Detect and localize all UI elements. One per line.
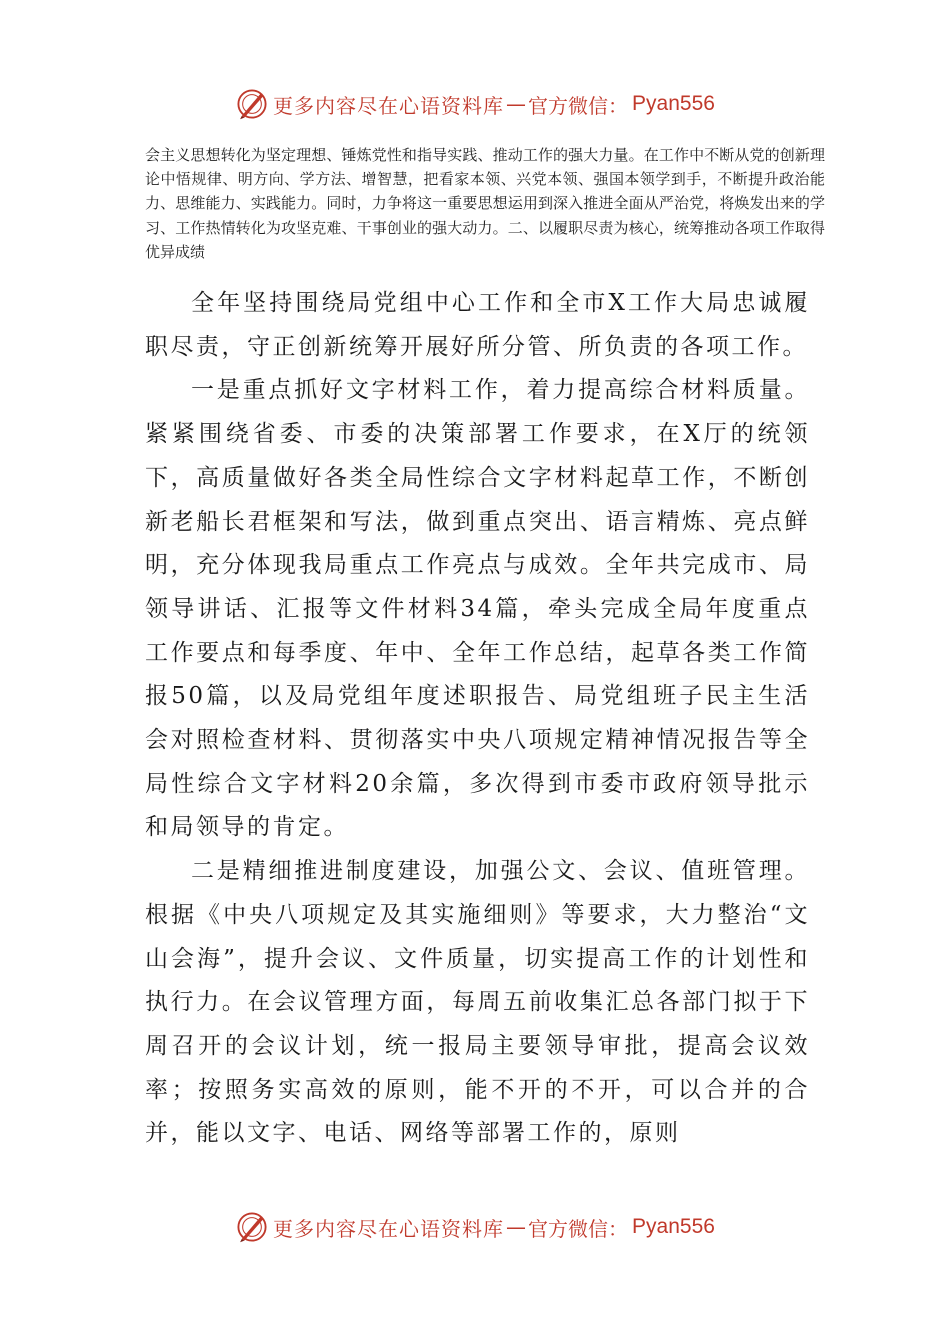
banner-separator: — — [506, 92, 527, 116]
paragraph-3: 二是精细推进制度建设，加强公文、会议、值班管理。根据《中央八项规定及其实施细则》等要求，大力整治“文山会海”，提升会议、文件质量，切实提高工作的计划性和执行力。在会议管理方面，每周五前收集汇总各部门拟于下周召开的会议计划，统一报局主要领导审批，提高会议效率；按照务实高效的原则，能不开的不开，可以合并的合并，能以文字、电话、网络等部署工作的，原则 — [145, 858, 810, 1147]
banner-wechat-id: Pyan556 — [632, 92, 715, 115]
banner-wechat-label: 官方微信： — [528, 93, 629, 118]
header-banner — [0, 84, 950, 124]
banner-wechat-label: 官方微信： — [528, 1216, 629, 1241]
pen-circle-logo-icon — [235, 87, 269, 121]
banner-title: 更多内容尽在心语资料库 — [273, 93, 505, 118]
footer-banner — [0, 1207, 950, 1247]
banner-title: 更多内容尽在心语资料库 — [273, 1216, 505, 1241]
pen-circle-logo-icon — [235, 1210, 269, 1244]
continued-text: 会主义思想转化为坚定理想、锤炼党性和指导实践、推动工作的强大力量。在工作中不断从党的创新理论中悟规律、明方向、学方法、增智慧，把看家本领、兴党本领、强国本领学到手，不断提升政治能力、思维能力、实践能力。同时，力争将这一重要思想运用到深入推进全面从严治党，将焕发出来的学习、工作热情转化为攻坚克难、干事创业的强大动力。二、以履职尽责为核心，统筹推动各项工作取得优异成绩 — [145, 146, 825, 261]
banner-wechat-id: Pyan556 — [632, 1215, 715, 1238]
paragraph-2: 一是重点抓好文字材料工作，着力提高综合材料质量。紧紧围绕省委、市委的决策部署工作要求，在X厅的统领下，高质量做好各类全局性综合文字材料起草工作，不断创新老船长君框架和写法，做到重点突出、语言精炼、亮点鲜明，充分体现我局重点工作亮点与成效。全年共完成市、局领导讲话、汇报等文件材料34篇，牵头完成全局年度重点工作要点和每季度、年中、全年工作总结，起草各类工作简报50篇，以及局党组年度述职报告、局党组班子民主生活会对照检查材料、贯彻落实中央八项规定精神情况报告等全局性综合文字材料20余篇，多次得到市委市政府领导批示和局领导的肯定。 — [145, 377, 810, 841]
document-body — [145, 282, 810, 1156]
paragraph-1: 全年坚持围绕局党组中心工作和全市X工作大局忠诚履职尽责，守正创新统筹开展好所分管、所负责的各项工作。 — [145, 290, 810, 360]
continued-text-block — [145, 143, 825, 264]
banner-separator: — — [506, 1215, 527, 1239]
